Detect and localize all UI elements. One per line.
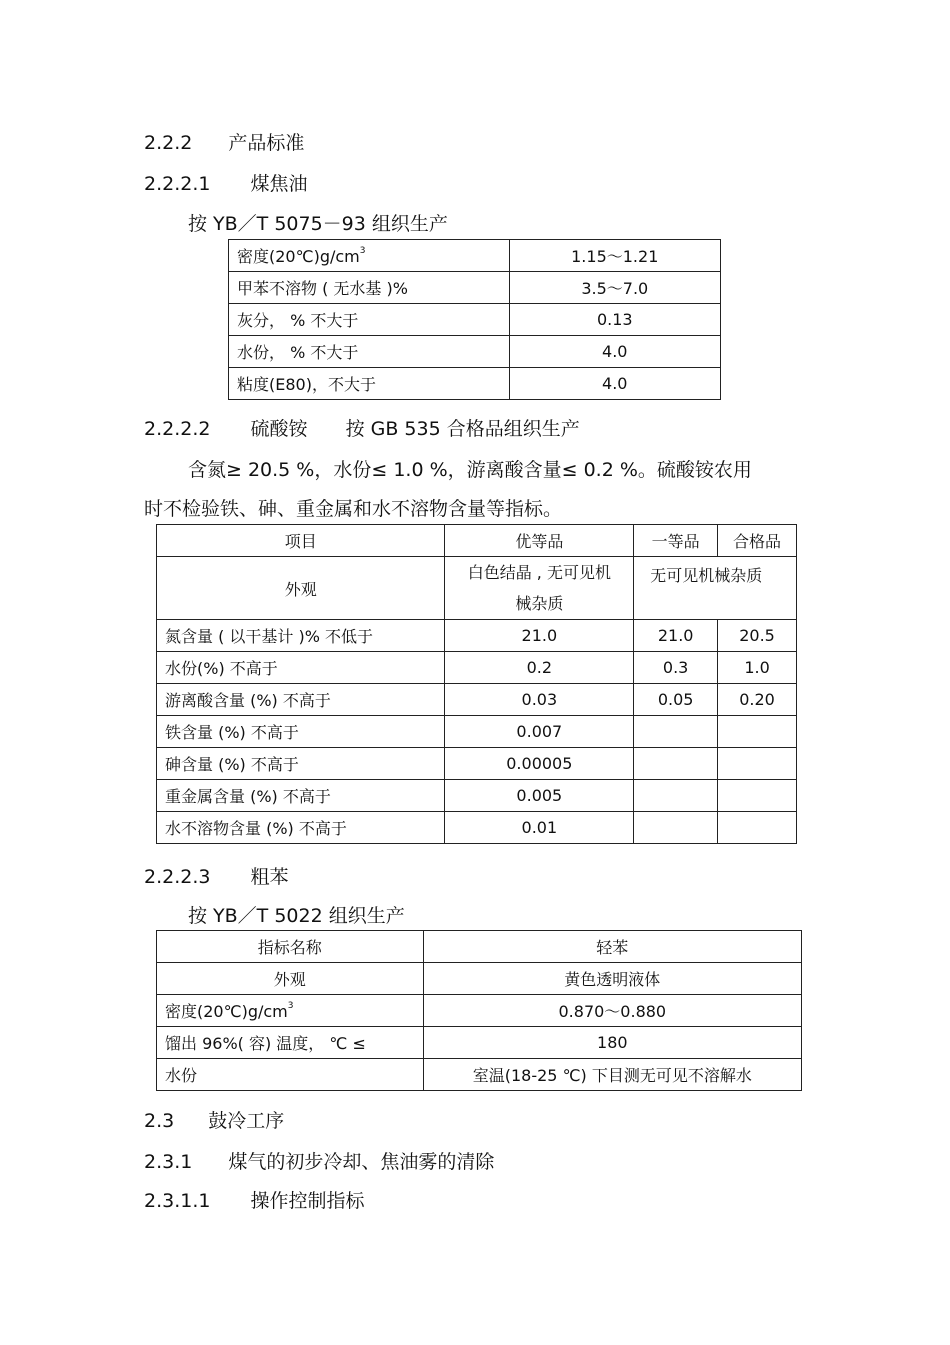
table-row [229, 336, 721, 368]
heading-number: 2.2.2.3 [144, 866, 211, 888]
table-cell-value: 180 [423, 1027, 801, 1059]
table-cell-value [634, 780, 718, 812]
table-cell-name: 铁含量 (%) 不高于 [157, 716, 445, 748]
paragraph-line: 时不检验铁、砷、重金属和水不溶物含量等指标。 [144, 498, 563, 520]
table-row [157, 684, 797, 716]
table-cell-value: 21.0 [445, 620, 634, 652]
table-header-row [157, 931, 802, 963]
table-cell-value: 0.870～0.880 [423, 995, 801, 1027]
table-row [157, 620, 797, 652]
table-cell-value: 0.00005 [445, 748, 634, 780]
table-cell-value [634, 748, 718, 780]
heading-number: 2.2.2 [144, 132, 193, 154]
production-standard-note: 按 YB／T 5075－93 组织生产 [188, 213, 448, 235]
heading-title: 操作控制指标 [250, 1190, 365, 1212]
table-cell-value: 无可见机械杂质 [634, 557, 797, 620]
table-row [229, 368, 721, 400]
table-cell-value: 0.13 [509, 304, 720, 336]
heading-2-2-2-1 [144, 169, 308, 196]
heading-2-3 [144, 1106, 284, 1133]
table-cell-value: 0.3 [634, 652, 718, 684]
table-cell-value: 4.0 [509, 368, 720, 400]
heading-2-3-1 [144, 1147, 494, 1174]
heading-title: 硫酸铵 [250, 418, 308, 440]
table-cell-name: 水份 [157, 1059, 424, 1091]
table-row [157, 716, 797, 748]
table-cell-value: 室温(18-25 ℃) 下目测无可见不溶解水 [423, 1059, 801, 1091]
coal-tar-spec-table [228, 239, 721, 400]
heading-2-3-1-1 [144, 1186, 365, 1213]
table-cell-value: 0.007 [445, 716, 634, 748]
table-cell-value: 0.03 [445, 684, 634, 716]
ammonium-sulfate-spec-table [156, 524, 797, 844]
heading-extra: 按 GB 535 合格品组织生产 [345, 418, 580, 440]
table-row [229, 272, 721, 304]
table-row [157, 1059, 802, 1091]
table-cell-name: 密度$(20℃)g/cm^3$ [157, 995, 424, 1027]
heading-number: 2.3.1.1 [144, 1190, 211, 1212]
table-cell-name: 甲苯不溶物 ( 无水基 )% [229, 272, 510, 304]
column-header: 合格品 [718, 525, 797, 557]
heading-title: 鼓冷工序 [208, 1110, 285, 1132]
column-header: 轻苯 [423, 931, 801, 963]
table-cell-name: 氮含量 ( 以干基计 )% 不低于 [157, 620, 445, 652]
table-cell-value: 1.15～1.21 [509, 240, 720, 272]
table-cell-name: 水不溶物含量 (%) 不高于 [157, 812, 445, 844]
table-cell-value: 4.0 [509, 336, 720, 368]
table-cell-name: 重金属含量 (%) 不高于 [157, 780, 445, 812]
table-cell-value: 0.01 [445, 812, 634, 844]
table-cell-value: 0.2 [445, 652, 634, 684]
table-row [157, 748, 797, 780]
table-cell-name: 砷含量 (%) 不高于 [157, 748, 445, 780]
table-cell-name: 水份， % 不大于 [229, 336, 510, 368]
crude-benzene-spec-table [156, 930, 802, 1091]
table-row [157, 963, 802, 995]
table-cell-value: 白色结晶 , 无可见机 械杂质 [445, 557, 634, 620]
heading-number: 2.2.2.1 [144, 173, 211, 195]
table-cell-name: 馏出 96%( 容) 温度， ℃ ≤ [157, 1027, 424, 1059]
table-cell-value: 20.5 [718, 620, 797, 652]
table-row [157, 652, 797, 684]
heading-2-2-2-2 [144, 414, 580, 441]
table-cell-value [718, 812, 797, 844]
table-cell-name: 密度$(20℃)g/cm^3$ [229, 240, 510, 272]
production-standard-note: 按 YB／T 5022 组织生产 [188, 905, 405, 927]
table-row [229, 304, 721, 336]
table-cell-value [718, 716, 797, 748]
table-cell-value [634, 716, 718, 748]
table-cell-value [634, 812, 718, 844]
table-cell-name: 灰分， % 不大于 [229, 304, 510, 336]
table-header-row [157, 525, 797, 557]
heading-title: 煤气的初步冷却、焦油雾的清除 [228, 1151, 495, 1173]
table-row [157, 995, 802, 1027]
table-cell-name: 游离酸含量 (%) 不高于 [157, 684, 445, 716]
column-header: 指标名称 [157, 931, 424, 963]
heading-title: 粗苯 [250, 866, 289, 888]
table-cell-value: 0.05 [634, 684, 718, 716]
table-cell-value: 1.0 [718, 652, 797, 684]
table-cell-value: 0.20 [718, 684, 797, 716]
table-row [157, 1027, 802, 1059]
heading-number: 2.3.1 [144, 1151, 193, 1173]
table-cell-name: 水份(%) 不高于 [157, 652, 445, 684]
heading-number: 2.2.2.2 [144, 418, 211, 440]
paragraph-line: 含氮≥ 20.5 %，水份≤ 1.0 %，游离酸含量≤ 0.2 %。硫酸铵农用 [188, 459, 752, 481]
column-header: 项目 [157, 525, 445, 557]
table-row [157, 557, 797, 620]
heading-2-2-2 [144, 128, 304, 155]
heading-2-2-2-3 [144, 862, 289, 889]
table-cell-value [718, 780, 797, 812]
table-cell-name: 外观 [157, 963, 424, 995]
heading-title: 产品标准 [228, 132, 305, 154]
table-cell-name: 粘度(E80)，不大于 [229, 368, 510, 400]
table-row [229, 240, 721, 272]
table-cell-value: 黄色透明液体 [423, 963, 801, 995]
table-cell-name: 外观 [157, 557, 445, 620]
table-cell-value: 0.005 [445, 780, 634, 812]
table-cell-value [718, 748, 797, 780]
heading-title: 煤焦油 [250, 173, 308, 195]
column-header: 一等品 [634, 525, 718, 557]
table-row [157, 780, 797, 812]
table-cell-value: 3.5～7.0 [509, 272, 720, 304]
column-header: 优等品 [445, 525, 634, 557]
table-row [157, 812, 797, 844]
heading-number: 2.3 [144, 1110, 175, 1132]
table-cell-value: 21.0 [634, 620, 718, 652]
